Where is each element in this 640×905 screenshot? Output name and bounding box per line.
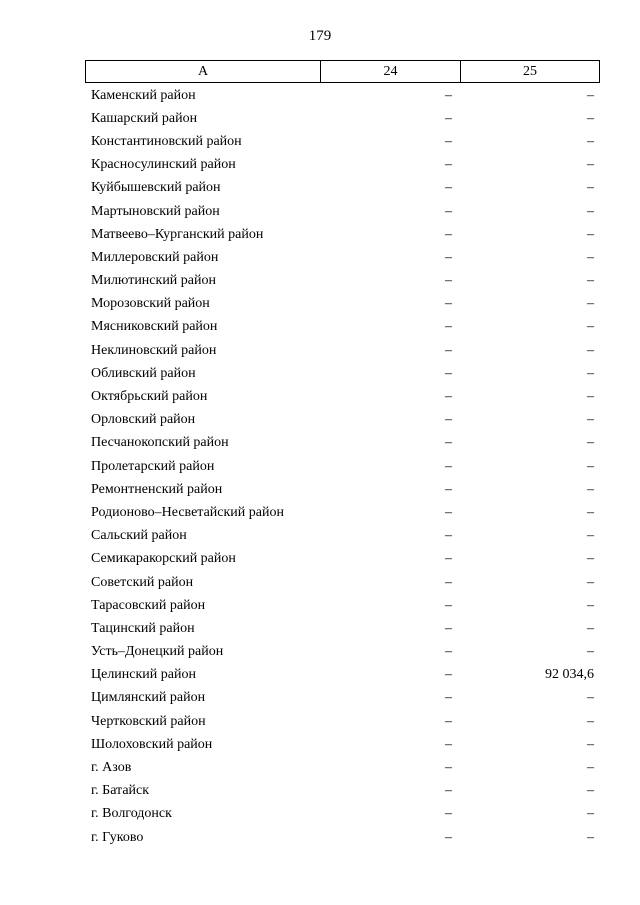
row-district-name: Советский район	[91, 574, 194, 590]
table-row	[85, 803, 600, 826]
table-row	[85, 826, 600, 849]
header-cell-25: 25	[523, 64, 537, 79]
row-value-24: –	[445, 574, 452, 590]
row-district-name: Сальский район	[91, 528, 187, 544]
row-district-name: Цимлянский район	[91, 690, 206, 706]
row-value-24: –	[445, 180, 452, 196]
table-row	[85, 594, 600, 617]
table-row	[85, 154, 600, 177]
table-row	[85, 664, 600, 687]
row-value-25: –	[587, 481, 594, 497]
row-value-24: –	[445, 667, 452, 683]
table-row	[85, 200, 600, 223]
table-row	[85, 246, 600, 269]
table-row	[85, 756, 600, 779]
row-value-25: –	[587, 690, 594, 706]
table-row	[85, 780, 600, 803]
row-value-24: –	[445, 713, 452, 729]
table-row	[85, 432, 600, 455]
row-district-name: Песчанокопский район	[91, 435, 229, 451]
row-district-name: Целинский район	[91, 667, 196, 683]
row-value-24: –	[445, 87, 452, 103]
row-district-name: Морозовский район	[91, 296, 210, 312]
table-row	[85, 130, 600, 153]
row-value-24: –	[445, 110, 452, 126]
row-value-24: –	[445, 806, 452, 822]
row-value-24: –	[445, 157, 452, 173]
row-value-24: –	[445, 365, 452, 381]
row-district-name: Шолоховский район	[91, 736, 213, 752]
table-row	[85, 617, 600, 640]
row-value-24: –	[445, 249, 452, 265]
row-district-name: г. Волгодонск	[91, 806, 172, 822]
row-value-24: –	[445, 690, 452, 706]
row-value-25: –	[587, 133, 594, 149]
row-value-25: –	[587, 273, 594, 289]
row-value-25: –	[587, 296, 594, 312]
row-district-name: Октябрьский район	[91, 389, 208, 405]
row-district-name: Семикаракорский район	[91, 551, 236, 567]
table-row	[85, 687, 600, 710]
table-row	[85, 362, 600, 385]
row-value-25: –	[587, 110, 594, 126]
table-row	[85, 733, 600, 756]
row-value-24: –	[445, 597, 452, 613]
table-row	[85, 84, 600, 107]
row-value-25: –	[587, 180, 594, 196]
table-row	[85, 548, 600, 571]
row-value-25: –	[587, 365, 594, 381]
row-value-25: –	[587, 87, 594, 103]
row-value-25: –	[587, 249, 594, 265]
row-district-name: Куйбышевский район	[91, 180, 221, 196]
row-district-name: Ремонтненский район	[91, 481, 223, 497]
row-district-name: Каменский район	[91, 87, 196, 103]
row-value-25: –	[587, 713, 594, 729]
row-value-24: –	[445, 319, 452, 335]
row-district-name: Родионово–Несветайский район	[91, 504, 284, 520]
row-value-24: –	[445, 528, 452, 544]
row-value-25: –	[587, 528, 594, 544]
row-district-name: Кашарский район	[91, 110, 198, 126]
row-district-name: Мартыновский район	[91, 203, 220, 219]
row-value-24: –	[445, 296, 452, 312]
row-value-25: –	[587, 783, 594, 799]
row-value-24: –	[445, 203, 452, 219]
row-district-name: Тацинский район	[91, 620, 195, 636]
row-value-24: –	[445, 829, 452, 845]
row-value-25: 92 034,6	[545, 667, 594, 683]
table-row	[85, 293, 600, 316]
row-district-name: Миллеровский район	[91, 249, 219, 265]
row-value-24: –	[445, 389, 452, 405]
row-value-24: –	[445, 504, 452, 520]
header-cell-24: 24	[321, 61, 461, 82]
table-row	[85, 710, 600, 733]
row-value-25: –	[587, 342, 594, 358]
page-number: 179	[308, 28, 332, 44]
row-value-24: –	[445, 760, 452, 776]
row-value-24: –	[445, 412, 452, 428]
row-value-24: –	[445, 342, 452, 358]
row-district-name: Обливский район	[91, 365, 196, 381]
table-row	[85, 339, 600, 362]
row-value-25: –	[587, 551, 594, 567]
row-value-25: –	[587, 226, 594, 242]
row-value-25: –	[587, 736, 594, 752]
row-value-24: –	[445, 133, 452, 149]
row-district-name: Неклиновский район	[91, 342, 217, 358]
table-row	[85, 177, 600, 200]
row-value-24: –	[445, 435, 452, 451]
row-district-name: г. Азов	[91, 760, 132, 776]
row-district-name: Матвеево–Курганский район	[91, 226, 264, 242]
table-row	[85, 478, 600, 501]
row-value-25: –	[587, 504, 594, 520]
table-row	[85, 316, 600, 339]
header-cell-a: А	[86, 61, 321, 82]
row-value-24: –	[445, 273, 452, 289]
row-value-25: –	[587, 574, 594, 590]
row-value-25: –	[587, 620, 594, 636]
row-district-name: Мясниковский район	[91, 319, 218, 335]
row-value-25: –	[587, 806, 594, 822]
row-value-25: –	[587, 319, 594, 335]
row-district-name: Пролетарский район	[91, 458, 215, 474]
table-row	[85, 641, 600, 664]
row-value-25: –	[587, 412, 594, 428]
table-row	[85, 223, 600, 246]
table-body	[85, 84, 600, 849]
row-district-name: г. Батайск	[91, 783, 150, 799]
row-district-name: Тарасовский район	[91, 597, 206, 613]
row-district-name: Константиновский район	[91, 133, 242, 149]
row-value-25: –	[587, 644, 594, 660]
row-district-name: Милютинский район	[91, 273, 217, 289]
row-district-name: г. Гуково	[91, 829, 144, 845]
row-district-name: Орловский район	[91, 412, 196, 428]
table-row	[85, 107, 600, 130]
row-value-25: –	[587, 157, 594, 173]
row-value-24: –	[445, 551, 452, 567]
row-value-25: –	[587, 435, 594, 451]
row-value-25: –	[587, 389, 594, 405]
row-district-name: Чертковский район	[91, 713, 206, 729]
row-value-24: –	[445, 226, 452, 242]
table-row	[85, 385, 600, 408]
row-value-24: –	[445, 481, 452, 497]
table-row	[85, 409, 600, 432]
row-value-25: –	[587, 203, 594, 219]
row-value-24: –	[445, 458, 452, 474]
row-value-25: –	[587, 458, 594, 474]
row-value-25: –	[587, 760, 594, 776]
table-row	[85, 571, 600, 594]
row-value-24: –	[445, 620, 452, 636]
table-row	[85, 501, 600, 524]
row-value-24: –	[445, 736, 452, 752]
table-row	[85, 525, 600, 548]
row-value-24: –	[445, 644, 452, 660]
table-header	[85, 60, 600, 83]
row-district-name: Красносулинский район	[91, 157, 236, 173]
table-row	[85, 270, 600, 293]
row-value-25: –	[587, 829, 594, 845]
row-district-name: Усть–Донецкий район	[91, 644, 224, 660]
row-value-24: –	[445, 783, 452, 799]
row-value-25: –	[587, 597, 594, 613]
table-row	[85, 455, 600, 478]
